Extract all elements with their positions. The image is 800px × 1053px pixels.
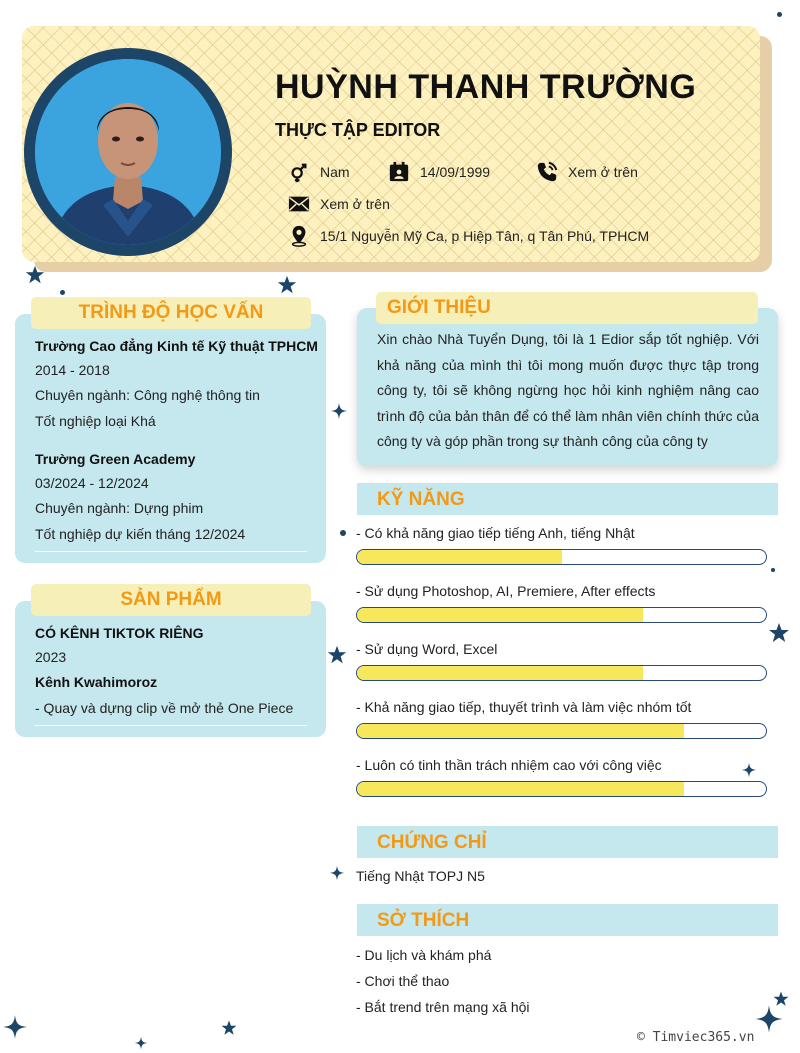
phone-info [536,161,638,183]
education-major: Chuyên ngành: Dựng phim [35,500,204,516]
skill-label: - Luôn có tinh thần trách nhiệm cao với công việc [356,757,662,773]
star-icon [20,264,50,286]
education-period: 03/2024 - 12/2024 [35,475,149,491]
dot-decoration [60,290,65,295]
skill-label: - Sử dụng Word, Excel [356,641,498,657]
calendar-icon [388,161,410,183]
candidate-name: HUỲNH THANH TRƯỜNG [275,68,697,106]
hobby-item: - Chơi thể thao [356,973,450,989]
avatar [24,48,232,256]
job-title: THỰC TẬP EDITOR [275,120,441,140]
product-channel: Kênh Kwahimoroz [35,674,158,690]
divider [35,725,307,726]
phone-value: Xem ở trên [568,164,638,180]
certificate-item: Tiếng Nhật TOPJ N5 [356,868,485,884]
hobbies-title: SỞ THÍCH [377,910,470,931]
hobby-item: - Bắt trend trên mạng xã hội [356,999,530,1015]
birthday-info [388,161,490,183]
phone-icon [536,161,558,183]
education-school: Trường Cao đẳng Kinh tế Kỹ thuật TPHCM [35,338,318,354]
profile-photo [35,59,221,245]
education-major: Chuyên ngành: Công nghệ thông tin [35,387,260,403]
email-value: Xem ở trên [320,196,390,212]
skill-bar-fill [357,550,562,564]
education-result: Tốt nghiệp loại Khá [35,413,156,429]
skill-label: - Có khả năng giao tiếp tiếng Anh, tiếng Nhật [356,525,635,541]
sparkle-icon [330,402,348,420]
products-title: SẢN PHẨM [31,584,311,616]
gender-icon [288,161,310,183]
skill-bar-fill [357,724,684,738]
star-icon [276,274,298,296]
sparkle-icon [134,1036,148,1050]
products-panel [15,601,326,737]
hobby-item: - Du lịch và khám phá [356,947,492,963]
sparkle-icon [741,762,757,778]
education-period: 2014 - 2018 [35,362,110,378]
skill-bar-fill [357,666,643,680]
gender-value: Nam [320,164,350,180]
certificates-title: CHỨNG CHỈ [377,832,487,853]
birthday-value: 14/09/1999 [420,164,491,180]
skill-bar-fill [357,608,643,622]
skill-bar [356,781,767,797]
product-year: 2023 [35,649,67,665]
dot-decoration [777,12,782,17]
dot-decoration [340,530,346,536]
product-name: CÓ KÊNH TIKTOK RIÊNG [35,625,204,641]
education-result: Tốt nghiệp dự kiến tháng 12/2024 [35,526,246,542]
sparkle-icon [2,1012,28,1042]
email-info [288,193,390,215]
skill-bar [356,723,767,739]
education-title: TRÌNH ĐỘ HỌC VẤN [31,297,311,329]
skill-bar [356,607,767,623]
address-value: 15/1 Nguyễn Mỹ Ca, p Hiệp Tân, q Tân Phú, TPHCM [320,228,650,244]
skill-bar [356,549,767,565]
star-icon [220,1019,238,1037]
dot-decoration [771,568,775,572]
email-icon [288,193,310,215]
location-pin-icon [288,225,310,247]
star-icon [326,644,348,666]
skill-bar-fill [357,782,684,796]
divider [35,551,307,552]
skill-label: - Sử dụng Photoshop, AI, Premiere, After effects [356,583,656,599]
watermark: © Timviec365.vn [637,1030,755,1045]
person-portrait-icon [35,59,221,245]
star-icon [767,621,791,645]
education-school: Trường Green Academy [35,451,196,467]
star-icon [772,990,790,1008]
skills-title: KỸ NĂNG [377,489,465,510]
gender-info [288,161,350,183]
sparkle-icon [329,865,345,881]
skill-bar [356,665,767,681]
intro-title: GIỚI THIỆU [376,292,758,324]
intro-text: Xin chào Nhà Tuyển Dụng, tôi là 1 Edior sắp tốt nghiệp. Với khả năng của mình thì tôi mong muốn được thực tập trong công ty, tôi sẽ không ngừng học hỏi kinh nghiệm nâng cao trình độ của bản thân để có thể làm nhân viên chính thức của công ty và góp phần trong sự thành công của công ty [377,331,759,449]
address-info [288,225,649,247]
product-description: - Quay và dựng clip về mở thẻ One Piece [35,700,294,716]
skill-label: - Khả năng giao tiếp, thuyết trình và làm việc nhóm tốt [356,699,692,715]
